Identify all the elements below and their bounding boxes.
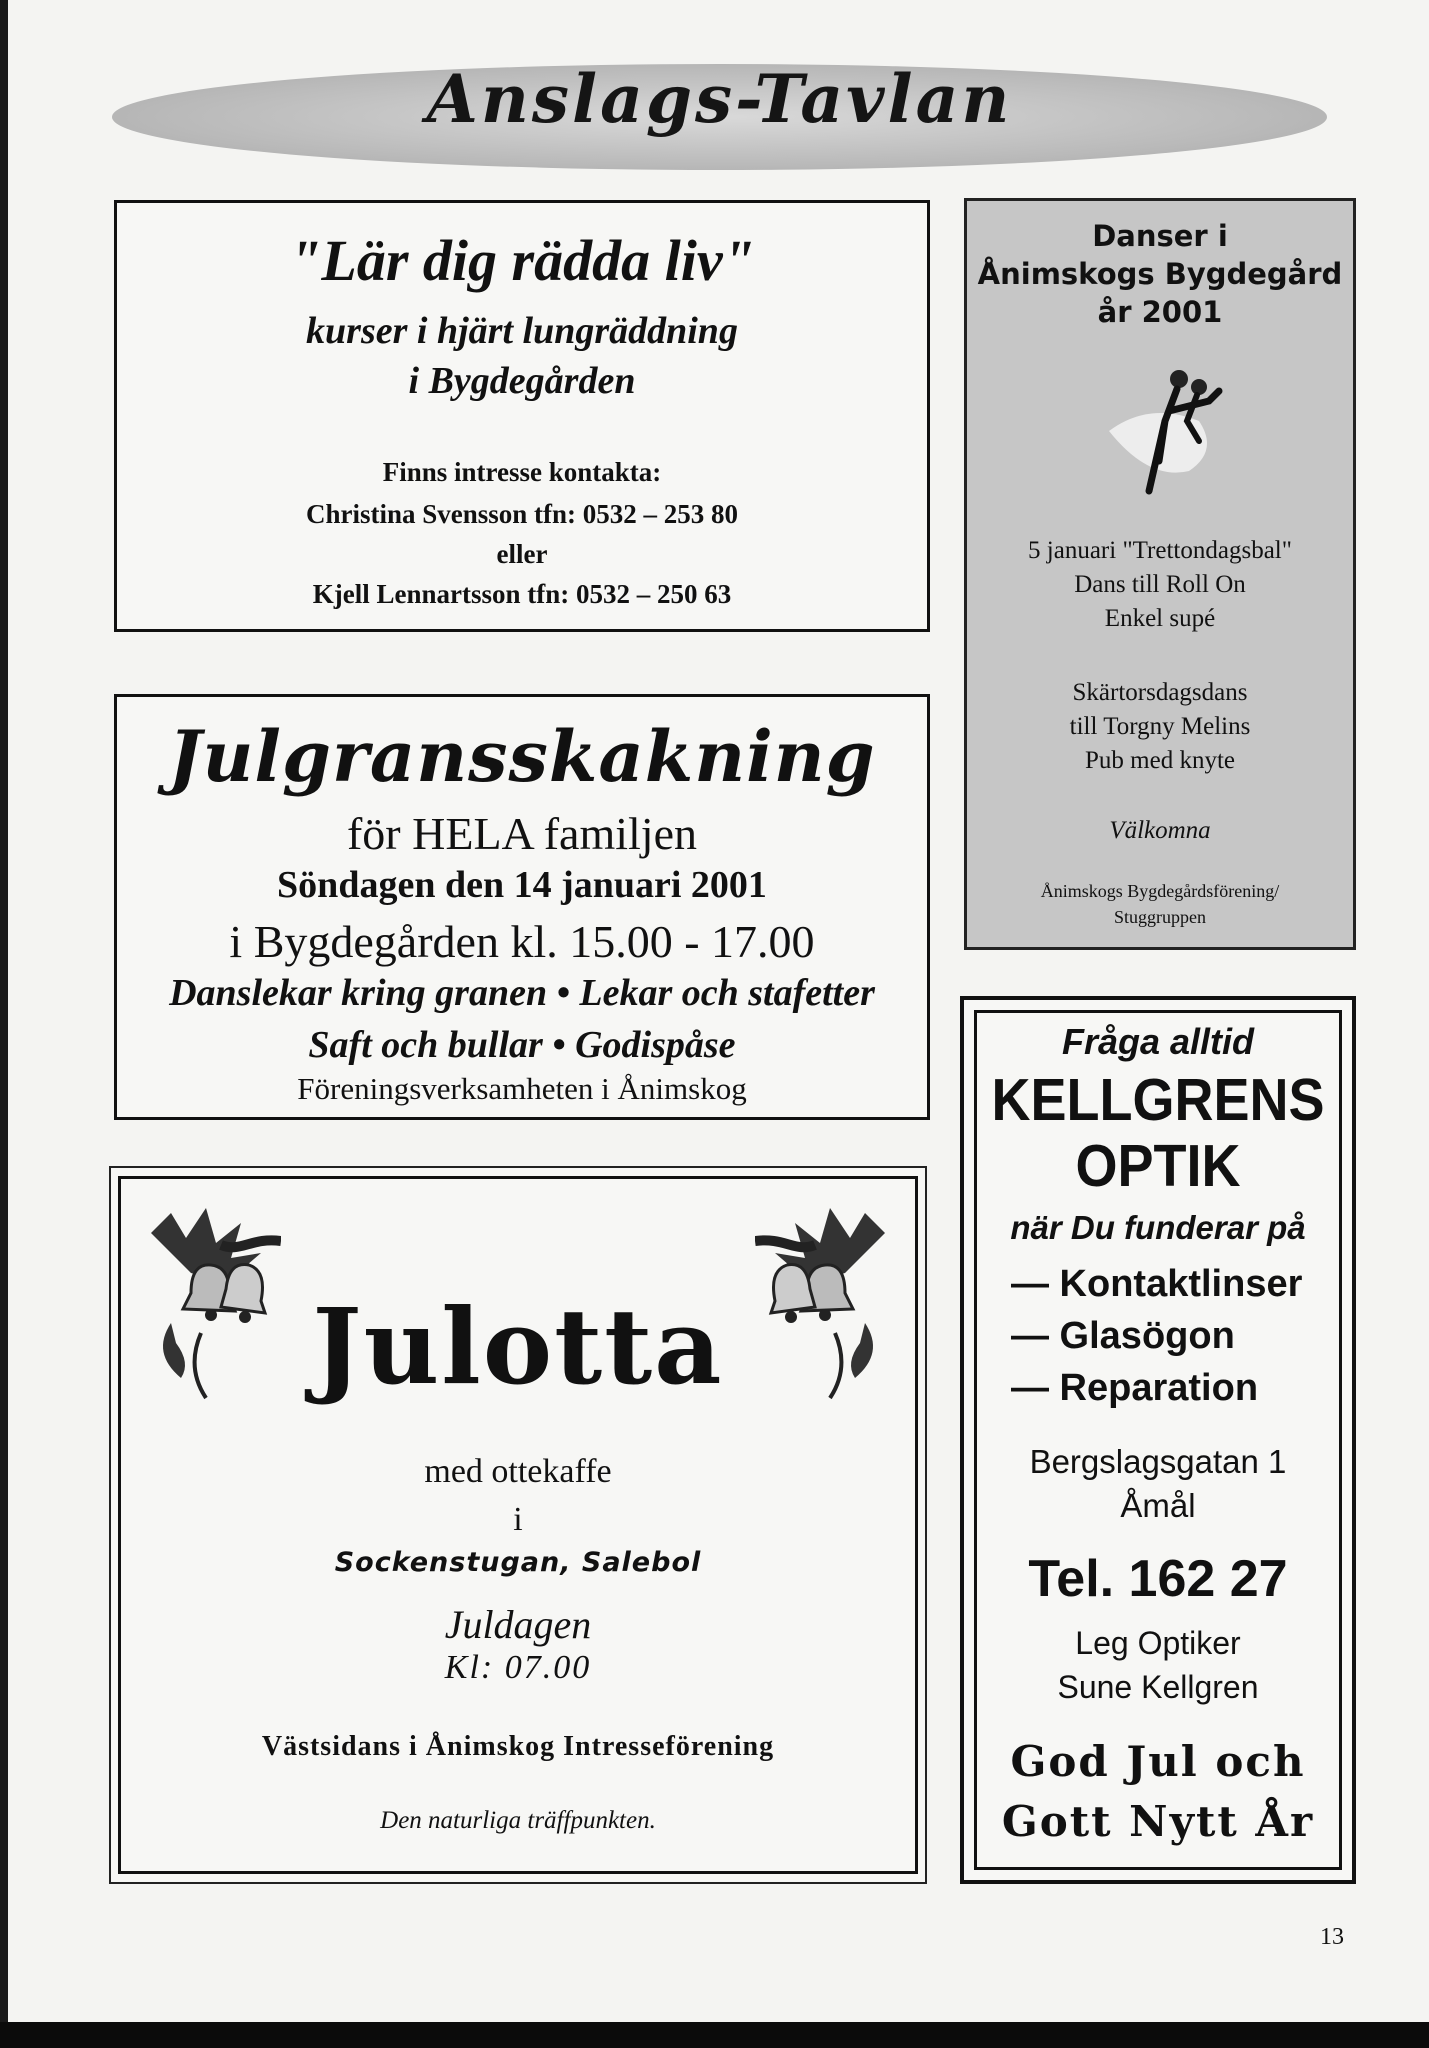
julotta-organizer: Västsidans i Ånimskog Intresseförening (261, 1731, 775, 1762)
optik-owner: Sune Kellgren (1057, 1669, 1259, 1705)
optik-service-1: — Kontaktlinser (1011, 1263, 1303, 1305)
page-number: 13 (1320, 1924, 1344, 1950)
dance-schedule-ad (964, 198, 1356, 950)
julotta-in: i (513, 1501, 523, 1538)
dance-welcome: Välkomna (1109, 817, 1211, 844)
julgran-title: Julgransskakning (168, 715, 876, 798)
dance-event-1-date: 5 januari "Trettondagsbal" (1028, 537, 1292, 564)
cpr-contact-2: Kjell Lennartsson tfn: 0532 – 250 63 (312, 579, 732, 609)
optik-greeting-2: Gott Nytt År (1001, 1797, 1315, 1846)
julgran-refreshments: Saft och bullar • Godispåse (308, 1024, 736, 1066)
optik-name: KELLGRENS (991, 1067, 1325, 1133)
julotta-day: Juldagen (444, 1602, 592, 1647)
page-title: Anslags-Tavlan (426, 60, 1013, 138)
cpr-course-ad (114, 200, 930, 632)
dance-event-1-food: Enkel supé (1104, 605, 1216, 632)
julgran-organizer: Föreningsverksamheten i Ånimskog (297, 1071, 747, 1106)
dance-event-2-name: Skärtorsdagsdans (1072, 679, 1248, 706)
page-edge (0, 0, 8, 2048)
cpr-location: i Bygdegården (408, 360, 636, 402)
dance-heading-1: Danser i (1092, 219, 1228, 253)
cpr-contact-or: eller (496, 539, 548, 569)
optik-service-3: — Reparation (1011, 1367, 1259, 1409)
cpr-subtitle: kurser i hjärt lungräddning (306, 310, 738, 352)
julotta-title: Julotta (312, 1285, 724, 1408)
julotta-coffee: med ottekaffe (424, 1453, 612, 1490)
julgran-audience: för HELA familjen (346, 808, 697, 859)
cpr-contact-heading: Finns intresse kontakta: (382, 457, 662, 487)
dance-organizer-1: Ånimskogs Bygdegårdsförening/ (1040, 881, 1280, 901)
optician-ad-inner (974, 1010, 1342, 1870)
dance-event-2-band: till Torgny Melins (1069, 713, 1251, 740)
optik-address: Bergslagsgatan 1 (1029, 1443, 1287, 1480)
dance-heading-3: år 2001 (1097, 295, 1223, 329)
julotta-slogan: Den naturliga träffpunkten. (380, 1807, 656, 1834)
dance-heading-2: Ånimskogs Bygdegård (977, 257, 1343, 291)
dance-event-1-band: Dans till Roll On (1074, 571, 1246, 598)
julotta-time: Kl: 07.00 (444, 1649, 592, 1686)
julgran-activities: Danslekar kring granen • Lekar och stafetter (169, 972, 875, 1014)
optik-service-2: — Glasögon (1011, 1315, 1235, 1357)
julgran-time: i Bygdegården kl. 15.00 - 17.00 (229, 916, 815, 967)
optik-title: Leg Optiker (1075, 1625, 1241, 1661)
optik-tagline: när Du funderar på (1010, 1209, 1306, 1246)
optik-phone: Tel. 162 27 (1028, 1550, 1288, 1608)
optik-greeting-1: God Jul och (1010, 1737, 1306, 1786)
julgran-date: Söndagen den 14 januari 2001 (277, 864, 767, 906)
optician-ad (960, 996, 1356, 1884)
dance-event-2-food: Pub med knyte (1085, 747, 1235, 774)
dance-organizer-2: Stuggruppen (1114, 907, 1206, 927)
optik-city: Åmål (1120, 1487, 1196, 1524)
optik-type: OPTIK (1075, 1133, 1241, 1199)
christmas-tree-party-ad (114, 694, 930, 1120)
dancing-couple-icon (1089, 361, 1239, 511)
julotta-ad (118, 1176, 918, 1874)
optik-prompt: Fråga alltid (1061, 1021, 1255, 1062)
julotta-venue: Sockenstugan, Salebol (334, 1547, 702, 1578)
cpr-title: "Lär dig rädda liv" (289, 228, 755, 293)
bottom-edge (0, 2022, 1429, 2048)
cpr-contact-1: Christina Svensson tfn: 0532 – 253 80 (305, 499, 739, 529)
